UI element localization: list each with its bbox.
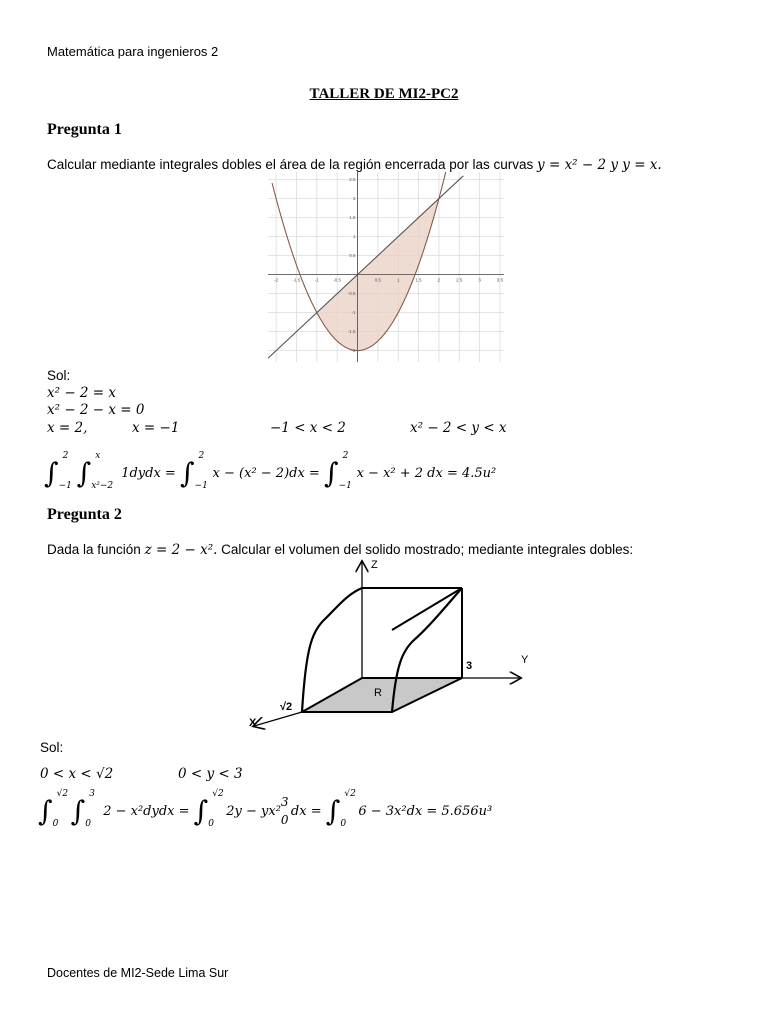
integral-sign: ∫ [323, 456, 339, 490]
x-tick-label: 2.5 [456, 277, 463, 283]
x-tick-label: 1 [396, 277, 400, 283]
integral-sign: ∫ [70, 794, 86, 828]
region-label: R [374, 687, 382, 699]
integral-1-expr: 1dydx = [121, 466, 176, 481]
course-header: Matemática para ingenieros 2 [47, 44, 219, 59]
volume-result-expr: 6 − 3x²dx = 5.656u³ [358, 804, 493, 819]
question-1-text: Calcular mediante integrales dobles el área de la región encerrada por las curvas [47, 157, 534, 172]
question-1-heading: Pregunta 1 [47, 121, 122, 138]
page-title: TALLER DE MI2-PC2 [309, 86, 459, 102]
y-length-label: 3 [466, 660, 473, 672]
equation-1: x² − 2 = x [47, 385, 117, 401]
x-range: 0 < x < √2 [40, 766, 114, 782]
x-length-label: √2 [280, 701, 293, 713]
x-tick-label: -1 [314, 277, 319, 283]
x-tick-label: -0.5 [333, 277, 342, 283]
integral-sign: ∫ [44, 456, 59, 490]
question-2-statement: Dada la función z = 2 − x². Calcular el volumen del solido mostrado; mediante integrales dobles: [47, 542, 634, 558]
integral-sign: ∫ [193, 794, 209, 828]
x-label: X [249, 717, 257, 729]
y-tick-label: 0.5 [349, 253, 356, 259]
integral-1-line: ∫ 2 −1 ∫ x x²−2 1dydx = ∫ 2 −1 x − (x² − 2)dx = ∫ 2 −1 x − x² + 2 dx = 4.5u² [44, 451, 497, 491]
x-tick-label: 3 [478, 277, 481, 283]
equation-2: x² − 2 − x = 0 [47, 402, 145, 418]
y-tick-label: -2 [351, 348, 356, 354]
x-axis [254, 712, 302, 726]
question-1-curves: y = x² − 2 y y = x. [537, 157, 662, 173]
solution-2-label: Sol: [40, 740, 64, 755]
equation-3-root-a: x = 2, [47, 420, 88, 436]
y-label: Y [521, 654, 529, 666]
x-tick-label: -1.5 [292, 277, 301, 283]
y-tick-label: 2 [353, 196, 356, 202]
y-tick-label: -1.5 [347, 329, 356, 335]
integral-sign: ∫ [76, 456, 92, 490]
y-tick-label: 2.5 [349, 177, 356, 183]
region-chart [268, 172, 504, 362]
question-2-heading: Pregunta 2 [47, 506, 122, 523]
integral-sign: ∫ [38, 794, 53, 828]
solid-figure [240, 556, 540, 734]
y-tick-label: 1 [353, 234, 356, 240]
footer-authors: Docentes de MI2-Sede Lima Sur [47, 966, 229, 980]
integral-3-expr: x − x² + 2 dx = 4.5u² [356, 466, 497, 481]
function-definition: z = 2 − x². [144, 542, 218, 558]
base-region [302, 678, 462, 712]
y-tick-label: -0.5 [347, 291, 356, 297]
y-tick-label: -1 [351, 310, 356, 316]
y-range: 0 < y < 3 [178, 766, 243, 782]
y-tick-label: 1.5 [349, 215, 356, 221]
x-tick-label: -2 [274, 277, 279, 283]
x-tick-label: 3.5 [496, 277, 504, 283]
integral-sign: ∫ [179, 456, 195, 490]
integral-2-expr: x − (x² − 2)dx = [212, 466, 320, 481]
y-bounds: x² − 2 < y < x [410, 420, 507, 436]
volume-integral-expr: 2 − x²dydx = [103, 804, 190, 819]
solution-1-label: Sol: [47, 368, 71, 383]
equation-3-root-b: x = −1 [132, 420, 180, 436]
integral-sign: ∫ [325, 794, 341, 828]
question-1-statement [47, 157, 662, 173]
x-bounds: −1 < x < 2 [270, 420, 346, 436]
x-tick-label: 2 [437, 277, 441, 283]
antiderivative-expr: 2y − yx² [226, 804, 281, 819]
z-label: Z [371, 559, 378, 571]
top-edge-right [392, 588, 462, 630]
integral-2-line: ∫ √2 0 ∫ 3 0 2 − x²dydx = ∫ √2 0 2y − yx² 3 0 dx = ∫ √2 0 6 − 3x²dx = 5.656u³ [38, 789, 493, 829]
x-tick-label: 0.5 [374, 277, 381, 283]
x-tick-label: 1.5 [415, 277, 422, 283]
